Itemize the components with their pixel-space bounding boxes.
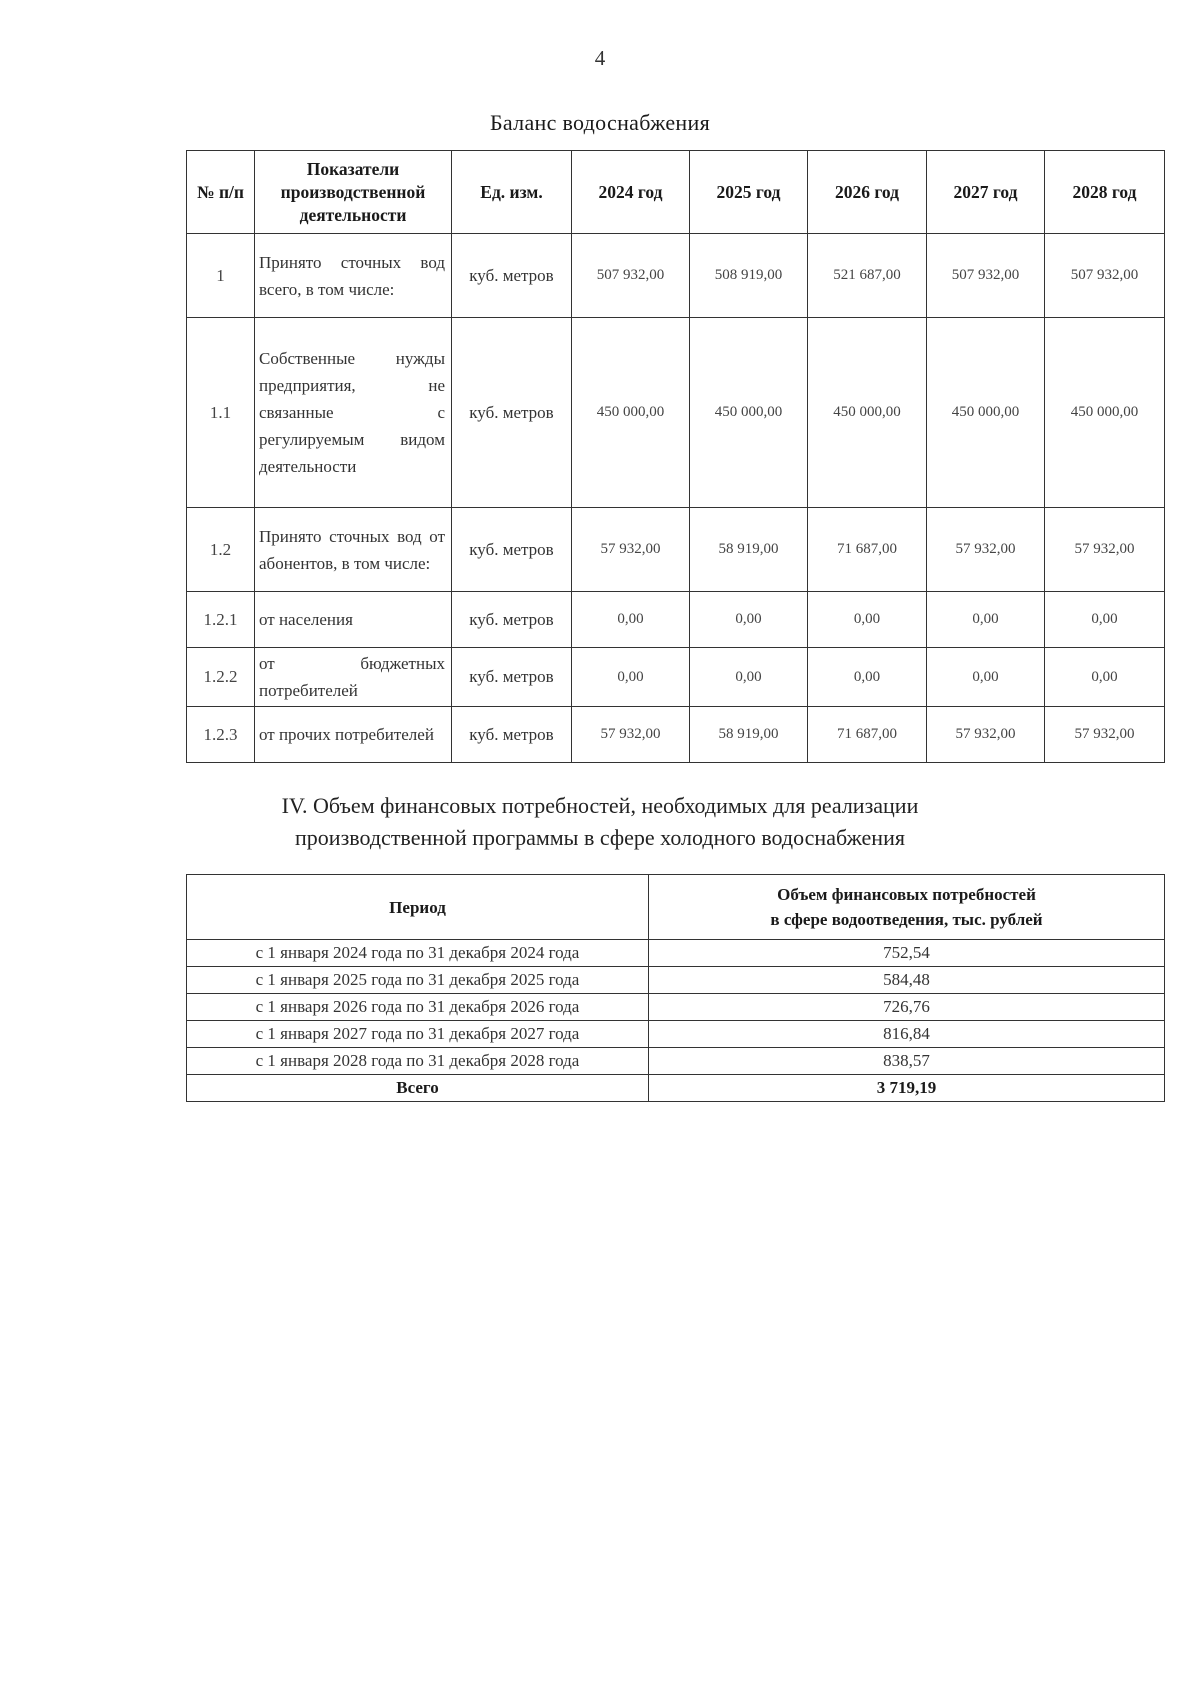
row-num: 1.2.2 [187, 648, 255, 707]
value-2024: 57 932,00 [572, 707, 690, 763]
value-2025: 450 000,00 [690, 318, 808, 508]
table-row [187, 234, 1165, 318]
value-cell: 816,84 [649, 1021, 1165, 1048]
header-volume-line1: Объем финансовых потребностей [777, 885, 1036, 904]
section-iv-heading-line1: IV. Объем финансовых потребностей, необходимых для реализации [281, 793, 919, 818]
value-2027: 507 932,00 [927, 234, 1045, 318]
value-2027: 57 932,00 [927, 707, 1045, 763]
table-row [187, 318, 1165, 508]
value-2027: 57 932,00 [927, 508, 1045, 592]
header-2025: 2025 год [690, 151, 808, 234]
value-2024: 507 932,00 [572, 234, 690, 318]
period-cell: с 1 января 2026 года по 31 декабря 2026 года [187, 994, 649, 1021]
row-num: 1.1 [187, 318, 255, 508]
value-2028: 0,00 [1045, 648, 1165, 707]
header-period: Период [187, 875, 649, 940]
value-2024: 0,00 [572, 648, 690, 707]
row-num: 1.2.3 [187, 707, 255, 763]
finance-header-row [187, 875, 1165, 940]
total-value: 3 719,19 [649, 1075, 1165, 1102]
value-2028: 507 932,00 [1045, 234, 1165, 318]
header-volume [649, 875, 1165, 940]
total-label: Всего [187, 1075, 649, 1102]
header-indicator: Показатели производственной деятельности [255, 151, 452, 234]
value-2026: 0,00 [808, 592, 927, 648]
row-name: от бюджетных потребителей [255, 648, 452, 707]
header-2028: 2028 год [1045, 151, 1165, 234]
balance-table-title: Баланс водоснабжения [489, 110, 710, 135]
row-unit: куб. метров [452, 648, 572, 707]
value-2026: 0,00 [808, 648, 927, 707]
value-cell: 838,57 [649, 1048, 1165, 1075]
table-row [187, 1021, 1165, 1048]
table-row [187, 508, 1165, 592]
total-row [187, 1075, 1165, 1102]
page-number: 4 [594, 46, 606, 70]
table-row [187, 648, 1165, 707]
row-name: от населения [255, 592, 452, 648]
value-2025: 58 919,00 [690, 508, 808, 592]
balance-header-row [187, 151, 1165, 234]
header-num: № п/п [187, 151, 255, 234]
row-num: 1.2.1 [187, 592, 255, 648]
table-row [187, 1048, 1165, 1075]
row-name: Принято сточных вод от абонентов, в том числе: [255, 508, 452, 592]
period-cell: с 1 января 2025 года по 31 декабря 2025 года [187, 967, 649, 994]
value-2026: 71 687,00 [808, 508, 927, 592]
period-cell: с 1 января 2024 года по 31 декабря 2024 года [187, 940, 649, 967]
value-2028: 57 932,00 [1045, 508, 1165, 592]
row-unit: куб. метров [452, 508, 572, 592]
value-2025: 508 919,00 [690, 234, 808, 318]
value-2024: 450 000,00 [572, 318, 690, 508]
table-row [187, 592, 1165, 648]
section-iv-heading [0, 790, 1200, 854]
row-num: 1.2 [187, 508, 255, 592]
value-2028: 57 932,00 [1045, 707, 1165, 763]
row-unit: куб. метров [452, 592, 572, 648]
row-unit: куб. метров [452, 318, 572, 508]
value-2028: 0,00 [1045, 592, 1165, 648]
header-unit: Ед. изм. [452, 151, 572, 234]
value-2025: 58 919,00 [690, 707, 808, 763]
value-2026: 521 687,00 [808, 234, 927, 318]
row-num: 1 [187, 234, 255, 318]
value-cell: 584,48 [649, 967, 1165, 994]
value-2024: 57 932,00 [572, 508, 690, 592]
row-unit: куб. метров [452, 707, 572, 763]
header-2027: 2027 год [927, 151, 1045, 234]
value-2027: 450 000,00 [927, 318, 1045, 508]
value-2024: 0,00 [572, 592, 690, 648]
row-name: от прочих потребителей [255, 707, 452, 763]
value-2027: 0,00 [927, 648, 1045, 707]
value-2027: 0,00 [927, 592, 1045, 648]
value-2026: 71 687,00 [808, 707, 927, 763]
row-name: Собственные нужды предприятия, не связанные с регулируемым видом деятельности [255, 318, 452, 508]
table-row [187, 707, 1165, 763]
balance-table [186, 150, 1165, 763]
row-unit: куб. метров [452, 234, 572, 318]
finance-table [186, 874, 1165, 1102]
header-2024: 2024 год [572, 151, 690, 234]
value-cell: 726,76 [649, 994, 1165, 1021]
table-row [187, 967, 1165, 994]
value-cell: 752,54 [649, 940, 1165, 967]
period-cell: с 1 января 2027 года по 31 декабря 2027 года [187, 1021, 649, 1048]
row-name: Принято сточных вод всего, в том числе: [255, 234, 452, 318]
header-2026: 2026 год [808, 151, 927, 234]
period-cell: с 1 января 2028 года по 31 декабря 2028 года [187, 1048, 649, 1075]
section-iv-heading-line2: производственной программы в сфере холодного водоснабжения [295, 825, 905, 850]
value-2025: 0,00 [690, 592, 808, 648]
value-2028: 450 000,00 [1045, 318, 1165, 508]
header-volume-line2: в сфере водоотведения, тыс. рублей [770, 910, 1043, 929]
table-row [187, 940, 1165, 967]
table-row [187, 994, 1165, 1021]
value-2025: 0,00 [690, 648, 808, 707]
value-2026: 450 000,00 [808, 318, 927, 508]
